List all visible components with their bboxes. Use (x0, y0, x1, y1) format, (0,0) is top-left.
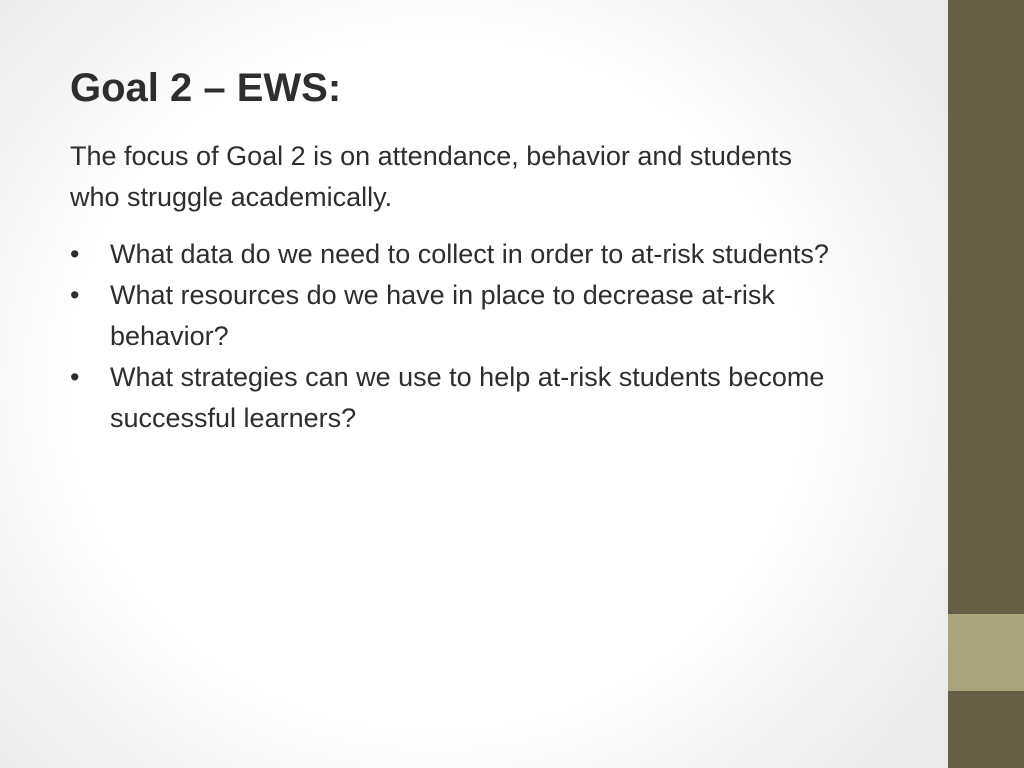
bullet-item-strategies (70, 357, 830, 439)
bullet-item-resources (70, 275, 830, 357)
bullet-icon: • (70, 280, 80, 310)
bullet-item-data-collection (70, 234, 830, 275)
bullet-text: What strategies can we use to help at-risk students become successful learners? (110, 362, 825, 433)
bullet-text: What resources do we have in place to decrease at-risk behavior? (110, 280, 775, 351)
bullet-icon: • (70, 362, 80, 392)
decorative-sidebar-accent (948, 614, 1024, 691)
bullet-icon: • (70, 239, 80, 269)
intro-paragraph: The focus of Goal 2 is on attendance, behavior and students who struggle academically. (70, 141, 792, 212)
bullet-list (70, 234, 830, 439)
bullet-text: What data do we need to collect in order to at-risk students? (110, 239, 829, 269)
slide-body (70, 136, 830, 439)
slide-title: Goal 2 – EWS: (70, 66, 342, 110)
